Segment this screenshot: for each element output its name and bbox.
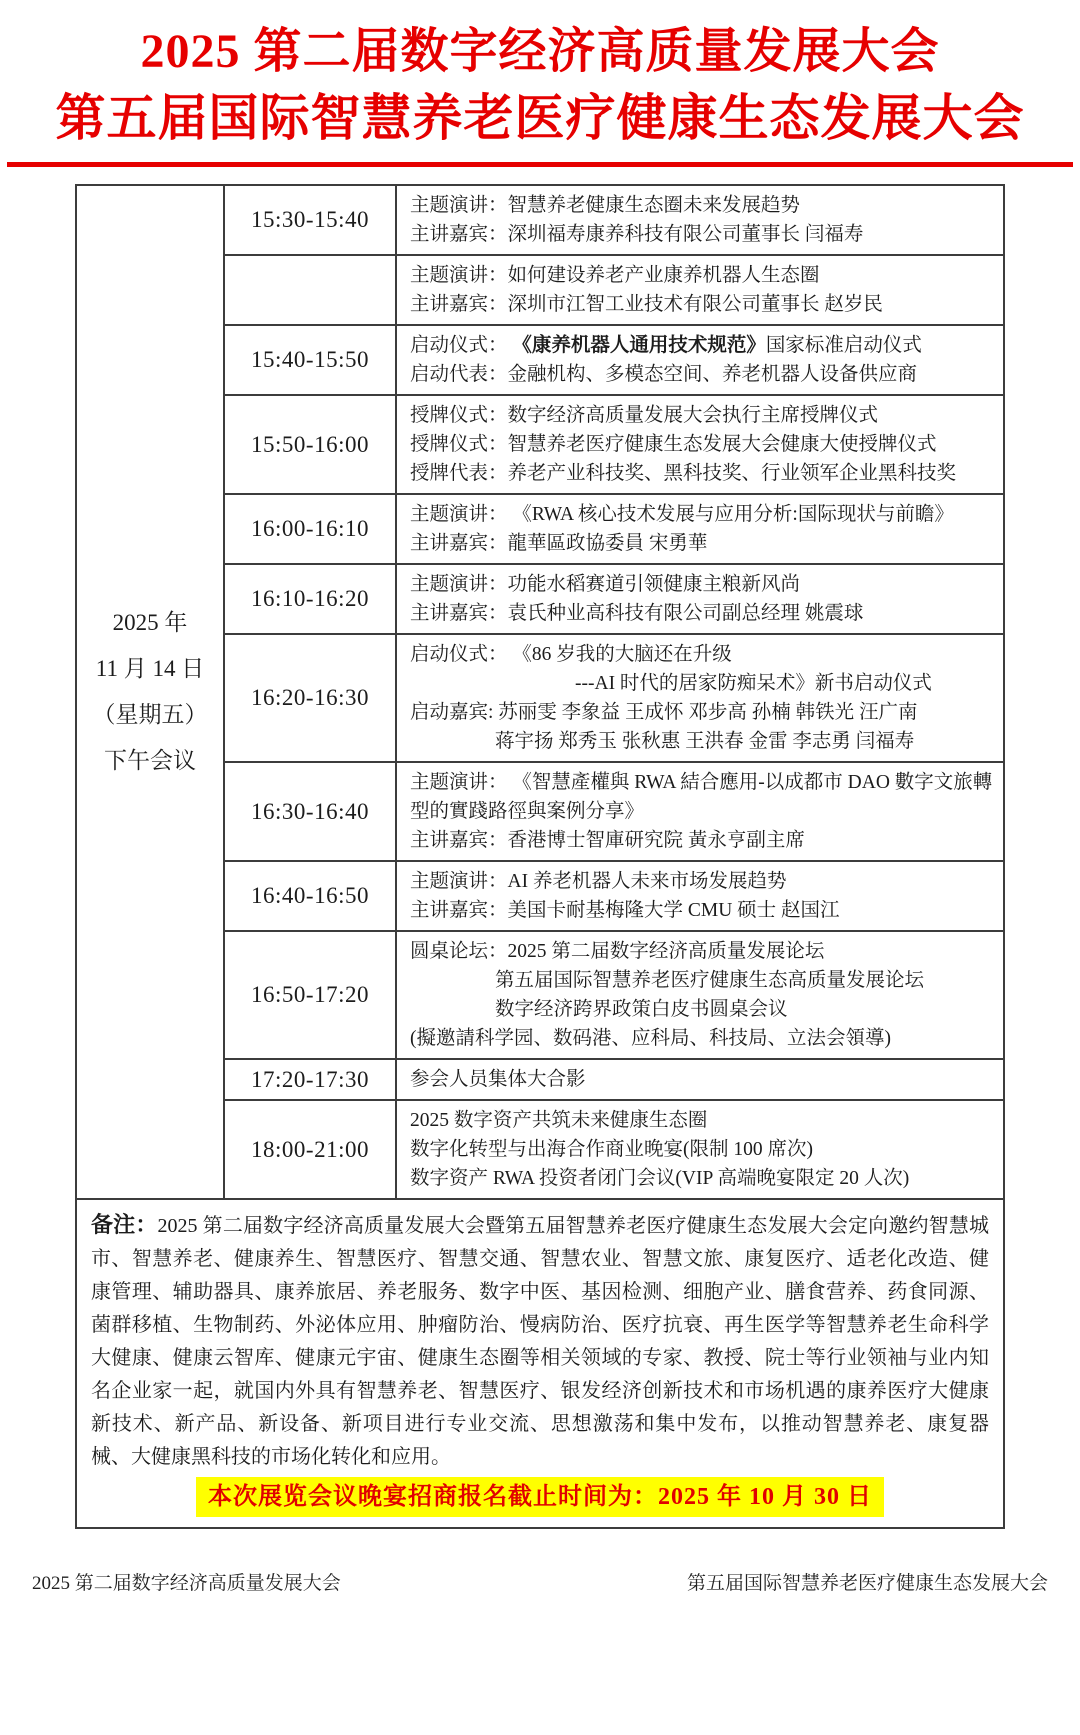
time-cell: 16:20-16:30 [224, 634, 396, 762]
session-text: 授牌仪式：数字经济高质量发展大会执行主席授牌仪式 [410, 405, 879, 426]
session-line [410, 768, 995, 797]
session-text: 授牌代表：养老产业科技奖、黑科技奖、行业领军企业黑科技奖 [410, 463, 957, 484]
session-cell [396, 762, 1004, 861]
session-cell [396, 634, 1004, 762]
session-text: 数字化转型与出海合作商业晚宴(限制 100 席次) [410, 1139, 813, 1160]
session-text: 主讲嘉宾：深圳福寿康养科技有限公司董事长 闫福寿 [410, 224, 864, 245]
session-cell [396, 564, 1004, 634]
session-cell [396, 861, 1004, 931]
session-cell [396, 185, 1004, 255]
conference-title-block [0, 0, 1080, 150]
session-line [410, 826, 995, 855]
date-line: 下午会议 [104, 748, 196, 773]
session-text: 主讲嘉宾：龍華區政協委員 宋勇華 [410, 533, 708, 554]
session-text: 国家标准启动仪式 [765, 335, 922, 356]
time-cell [224, 255, 396, 325]
session-cell [396, 325, 1004, 395]
remark-cell [76, 1199, 1004, 1528]
session-text: 主题演讲：功能水稻赛道引领健康主粮新风尚 [410, 574, 801, 595]
deadline-highlight: 本次展览会议晚宴招商报名截止时间为：2025 年 10 月 30 日 [196, 1477, 884, 1517]
remark-text: 2025 第二届数字经济高质量发展大会暨第五届智慧养老医疗健康生态发展大会定向邀约智慧城市、智慧养老、健康养生、智慧医疗、智慧交通、智慧农业、智慧文旅、康复医疗、适老化改造、健康管理、辅助器具、康养旅居、养老服务、数字中医、基因检测、细胞产业、膳食营养、药食同源、菌群移植、生物制药、外泌体应用、肿瘤防治、慢病防治、医疗抗衰、再生医学等智慧养老生命科学大健康、健康云智库、健康元宇宙、健康生态圈等相关领域的专家、教授、院士等行业领袖与业内知名企业家一起，就国内外具有智慧养老、智慧医疗、银发经济创新技术和市场机遇的康养医疗大健康新技术、新产品、新设备、新项目进行专业交流、思想激荡和集中发布，以推动智慧养老、康复器械、大健康黑科技的市场化转化和应用。 [91, 1215, 989, 1468]
time-cell: 18:00-21:00 [224, 1100, 396, 1199]
session-line [410, 220, 995, 249]
session-line [410, 896, 995, 925]
time-cell: 16:30-16:40 [224, 762, 396, 861]
session-text: 主讲嘉宾：美国卡耐基梅隆大学 CMU 硕士 赵国江 [410, 900, 840, 921]
session-line [410, 1024, 995, 1053]
session-line [410, 1065, 995, 1094]
session-cell [396, 1059, 1004, 1100]
session-text: 启动仪式： [410, 335, 513, 356]
deadline-line [91, 1477, 989, 1517]
time-cell: 15:50-16:00 [224, 395, 396, 494]
session-cell [396, 1100, 1004, 1199]
session-text: 授牌仪式：智慧养老医疗健康生态发展大会健康大使授牌仪式 [410, 434, 937, 455]
time-cell: 16:10-16:20 [224, 564, 396, 634]
session-line [410, 459, 995, 488]
session-line [410, 570, 995, 599]
session-text: 2025 数字资产共筑未来健康生态圈 [410, 1110, 708, 1131]
time-cell: 15:30-15:40 [224, 185, 396, 255]
session-text: 主题演讲： 《智慧產權與 RWA 結合應用-以成都市 DAO 數字文旅轉 [410, 772, 993, 793]
session-text: 数字经济跨界政策白皮书圆桌会议 [495, 999, 788, 1020]
session-line [410, 331, 995, 360]
session-text-bold: 《康养机器人通用技术规范》 [512, 335, 766, 356]
session-line [410, 966, 995, 995]
session-text: 蒋宇扬 郑秀玉 张秋惠 王洪春 金雷 李志勇 闫福寿 [495, 731, 915, 752]
session-line [410, 727, 995, 756]
page-footer [0, 1568, 1080, 1595]
session-line [410, 1135, 995, 1164]
session-text: 数字资产 RWA 投资者闭门会议(VIP 高端晚宴限定 20 人次) [410, 1168, 910, 1189]
session-text: 启动嘉宾: 苏丽雯 李象益 王成怀 邓步高 孙楠 韩铁光 汪广南 [410, 702, 918, 723]
session-line [410, 599, 995, 628]
session-text: 主题演讲：AI 养老机器人未来市场发展趋势 [410, 871, 787, 892]
time-cell: 16:40-16:50 [224, 861, 396, 931]
remark-label: 备注： [91, 1212, 158, 1237]
date-cell [76, 185, 224, 1199]
session-text: 参会人员集体大合影 [410, 1069, 586, 1090]
session-line [410, 191, 995, 220]
session-line [410, 430, 995, 459]
session-line [410, 1106, 995, 1135]
footer-right-text: 第五届国际智慧养老医疗健康生态发展大会 [686, 1573, 1048, 1594]
session-cell [396, 931, 1004, 1059]
session-cell [396, 395, 1004, 494]
session-text: 主讲嘉宾：香港博士智庫研究院 黃永亨副主席 [410, 830, 805, 851]
session-cell [396, 494, 1004, 564]
session-line [410, 401, 995, 430]
session-text: (擬邀請科学园、数码港、应科局、科技局、立法会領導) [410, 1028, 891, 1049]
date-line: （星期五） [92, 702, 208, 727]
session-text: 主题演讲：智慧养老健康生态圈未来发展趋势 [410, 195, 801, 216]
session-text: 主讲嘉宾：深圳市江智工业技术有限公司董事长 赵岁民 [410, 294, 883, 315]
session-line [410, 937, 995, 966]
session-line [410, 290, 995, 319]
session-line [410, 640, 995, 669]
session-text: 主题演讲： 《RWA 核心技术发展与应用分析:国际现状与前瞻》 [410, 504, 954, 525]
remark-row [76, 1199, 1004, 1528]
session-line [410, 669, 995, 698]
time-cell: 16:00-16:10 [224, 494, 396, 564]
session-line [410, 500, 995, 529]
session-line [410, 261, 995, 290]
session-line [410, 797, 995, 826]
time-cell: 16:50-17:20 [224, 931, 396, 1059]
session-line [410, 529, 995, 558]
session-text: 型的實踐路徑與案例分享》 [410, 801, 645, 822]
session-text: ---AI 时代的居家防痴呆术》新书启动仪式 [575, 673, 932, 694]
session-text: 主题演讲：如何建设养老产业康养机器人生态圈 [410, 265, 820, 286]
date-line: 11 月 14 日 [95, 656, 205, 681]
footer-left-text: 2025 第二届数字经济高质量发展大会 [32, 1573, 341, 1594]
title-divider-rule [7, 162, 1073, 167]
session-line [410, 995, 995, 1024]
table-row [76, 185, 1004, 255]
title-line-2: 第五届国际智慧养老医疗健康生态发展大会 [55, 90, 1025, 146]
session-text: 第五届国际智慧养老医疗健康生态高质量发展论坛 [495, 970, 925, 991]
session-text: 启动代表：金融机构、多模态空间、养老机器人设备供应商 [410, 364, 918, 385]
session-text: 启动仪式： 《86 岁我的大脑还在升级 [410, 644, 732, 665]
time-cell: 17:20-17:30 [224, 1059, 396, 1100]
session-text: 主讲嘉宾：袁氏种业高科技有限公司副总经理 姚震球 [410, 603, 864, 624]
session-line [410, 360, 995, 389]
session-cell [396, 255, 1004, 325]
session-line [410, 1164, 995, 1193]
session-line [410, 698, 995, 727]
session-line [410, 867, 995, 896]
title-line-1: 2025 第二届数字经济高质量发展大会 [140, 25, 940, 78]
session-text: 圆桌论坛：2025 第二届数字经济高质量发展论坛 [410, 941, 825, 962]
agenda-table-body [76, 185, 1004, 1528]
time-cell: 15:40-15:50 [224, 325, 396, 395]
agenda-table [75, 184, 1005, 1529]
date-line: 2025 年 [112, 610, 188, 635]
